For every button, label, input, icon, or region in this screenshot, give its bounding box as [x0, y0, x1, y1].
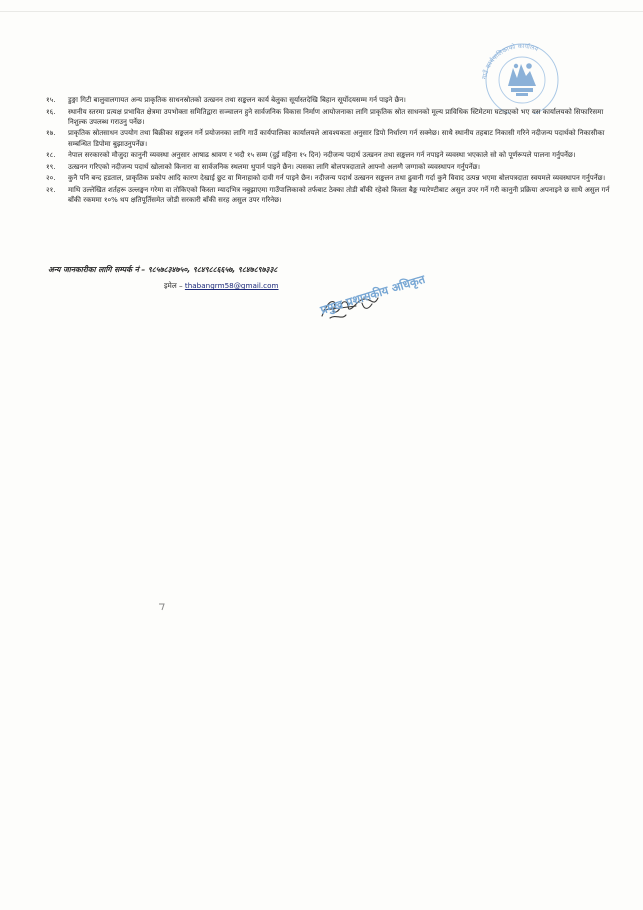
clause-text: नेपाल सरकारको मौजुदा कानुनी व्यवस्था अनुसार आषाढ श्रावण र भदौ १५ सम्म (दुई महिना १५ दिन) नदीजन्य पदार्थ उत्खनन तथा सङ्कलन गर्न नपाइने व्यवस्था भएकाले सो को पूर्णरूपले पालना गर्नुपर्नेछ। [68, 151, 576, 160]
clause-text: उत्खनन गरिएको नदीजन्य पदार्थ खोलाको किनारा वा सार्वजनिक स्थलमा थुपार्न पाइने छैन। त्यसका लागि बोलपत्रदाताले आफ्नो अलग्गै जग्गाको व्यवस्थापन गर्नुपर्नेछ। [68, 162, 481, 171]
officer-stamp: प्रमुख प्रशासकीय अधिकृत [318, 271, 427, 318]
clause-16 [46, 107, 621, 127]
email-link[interactable]: thabangrm58@gmail.com [184, 281, 279, 290]
paper-speck-icon [158, 602, 166, 612]
clause-20 [46, 173, 621, 183]
terms-list [46, 95, 621, 207]
clause-21 [46, 185, 621, 205]
clause-number: १९. [46, 162, 56, 171]
clause-text: माथि उल्लेखित शर्तहरू उल्लङ्घन गरेमा वा तोकिएको किस्ता म्यादभित्र नबुझाएमा गाउँपालिकाको तर्फबाट ठेक्का तोडी बाँकी रहेको किस्ता बैङ्क ग्यारेण्टीबाट असुल उपर गर्ने गरी कानुनी प्रक्रिया अपनाइने छ साथै असुल गर्न बाँकी रकममा १०% थप क्षतिपूर्तिसमेत जोडी सरकारी बाँकी सरह असुल उपर गरिनेछ। [68, 185, 610, 205]
email-line [164, 281, 279, 291]
clause-text: प्राकृतिक स्रोतसाधन उपयोग तथा बिक्रीका सङ्कलन गर्ने प्रयोजनका लागि गाउँ कार्यपालिका कार्यालयले आवश्यकता अनुसार डिपो निर्धारण गर्न सक्नेछ। साथै स्थानीय तहबाट निकासी गरिने नदीजन्य पदार्थको निकासीका सम्बन्धित डिपोमा बुझाउनुपर्नेछ। [68, 129, 605, 148]
clause-text: स्थानीय स्तरमा प्रत्यक्ष प्रभावित क्षेत्रमा उपभोक्ता समितिद्वारा सञ्चालन हुने सार्वजनिक विकास निर्माण आयोजनाका लागि प्राकृतिक स्रोत साधनको मूल्य प्राविधिक स्टिमेटमा घटाइएको भए यस कार्यालयको सिफारिसमा निशुल्क उपलब्ध गराउनु पर्नेछ। [68, 107, 604, 126]
clause-15 [46, 95, 621, 105]
page-top-edge [0, 11, 643, 12]
clause-number: १८. [46, 151, 56, 160]
email-label: इमेल – [164, 281, 183, 290]
clause-number: २१. [46, 185, 56, 194]
contact-numbers: अन्य जानकारीका लागि सम्पर्क नं – ९८५७८३४७५०, ९८४९८८६६५७, ९८४७८९७३३८ [48, 265, 278, 274]
clause-number: १५. [46, 96, 56, 104]
clause-text: डुङ्गा गिटी बालुवालगायत अन्य प्राकृतिक साधनस्रोतको उत्खनन तथा सङ्कलन कार्य बेलुका सूर्यास्तदेखि बिहान सूर्योदयसम्म गर्न पाइने छैन। [68, 96, 406, 104]
seal-text: गाउँ कार्यपालिकाको कार्यालय [480, 41, 540, 80]
clause-19 [46, 162, 621, 172]
clause-text: कुनै पनि बन्द हडताल, प्राकृतिक प्रकोप आदि कारण देखाई छुट वा मिनाहाको दावी गर्न पाइने छैन। नदीजन्य पदार्थ उत्खनन सङ्कलन तथा ढुवानी गर्दा कुनै विवाद उत्पन्न भएमा बोलपत्रदाता स्वयमले व्यवस्थापन गर्नुपर्नेछ। [68, 174, 606, 183]
clause-18 [46, 150, 621, 160]
clause-number: २०. [46, 174, 56, 183]
clause-17 [46, 128, 621, 148]
clause-number: १७. [46, 129, 56, 138]
clause-number: १६. [46, 107, 56, 116]
